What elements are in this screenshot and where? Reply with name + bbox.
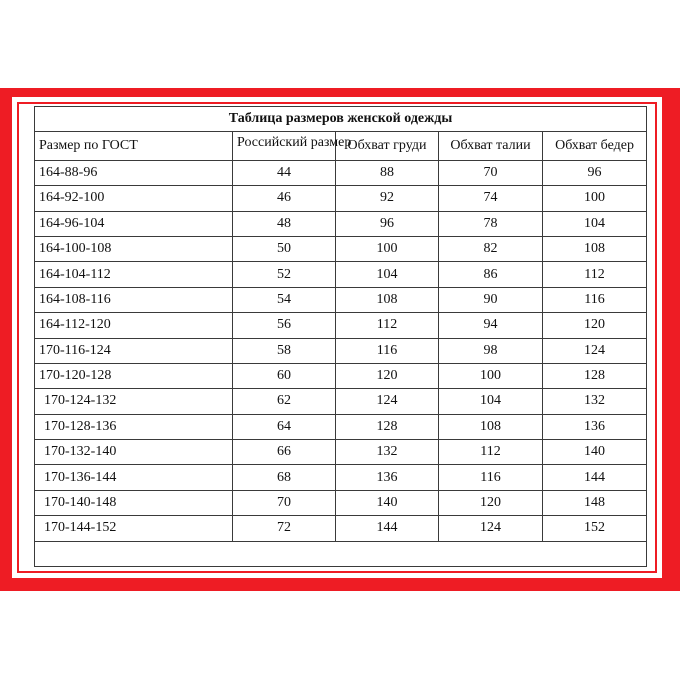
size-chart-table bbox=[34, 106, 647, 567]
table-row bbox=[35, 236, 647, 261]
gost-size-cell: 164-108-116 bbox=[35, 287, 233, 312]
waist-cell: 108 bbox=[439, 414, 543, 439]
bust-cell: 100 bbox=[336, 236, 439, 261]
hips-cell: 104 bbox=[543, 211, 647, 236]
waist-cell: 98 bbox=[439, 338, 543, 363]
title-row bbox=[35, 107, 647, 132]
bust-cell: 112 bbox=[336, 313, 439, 338]
gost-size-cell: 164-100-108 bbox=[35, 236, 233, 261]
russian-size-cell: 56 bbox=[233, 313, 336, 338]
table-row bbox=[35, 490, 647, 515]
hips-cell: 120 bbox=[543, 313, 647, 338]
hips-cell: 96 bbox=[543, 160, 647, 185]
hips-cell: 152 bbox=[543, 516, 647, 541]
bust-cell: 104 bbox=[336, 262, 439, 287]
gost-size-cell: 170-144-152 bbox=[35, 516, 233, 541]
gost-size-cell: 170-132-140 bbox=[35, 440, 233, 465]
hips-cell: 140 bbox=[543, 440, 647, 465]
russian-size-cell: 54 bbox=[233, 287, 336, 312]
russian-size-cell: 62 bbox=[233, 389, 336, 414]
russian-size-cell: 72 bbox=[233, 516, 336, 541]
waist-cell: 112 bbox=[439, 440, 543, 465]
russian-size-cell: 46 bbox=[233, 186, 336, 211]
table-row bbox=[35, 211, 647, 236]
header-gost-size: Размер по ГОСТ bbox=[35, 132, 233, 160]
bust-cell: 120 bbox=[336, 363, 439, 388]
hips-cell: 132 bbox=[543, 389, 647, 414]
header-hips: Обхват бедер bbox=[543, 132, 647, 160]
bust-cell: 128 bbox=[336, 414, 439, 439]
waist-cell: 78 bbox=[439, 211, 543, 236]
bust-cell: 136 bbox=[336, 465, 439, 490]
bust-cell: 140 bbox=[336, 490, 439, 515]
gost-size-cell: 170-120-128 bbox=[35, 363, 233, 388]
table-row bbox=[35, 465, 647, 490]
header-waist: Обхват талии bbox=[439, 132, 543, 160]
russian-size-cell: 52 bbox=[233, 262, 336, 287]
gost-size-cell: 170-116-124 bbox=[35, 338, 233, 363]
waist-cell: 104 bbox=[439, 389, 543, 414]
bust-cell: 108 bbox=[336, 287, 439, 312]
table-row bbox=[35, 516, 647, 541]
table-row bbox=[35, 414, 647, 439]
table-row bbox=[35, 262, 647, 287]
gost-size-cell: 164-112-120 bbox=[35, 313, 233, 338]
waist-cell: 124 bbox=[439, 516, 543, 541]
gost-size-cell: 170-140-148 bbox=[35, 490, 233, 515]
table-row bbox=[35, 186, 647, 211]
russian-size-cell: 58 bbox=[233, 338, 336, 363]
waist-cell: 94 bbox=[439, 313, 543, 338]
size-chart-body bbox=[35, 107, 647, 567]
bust-cell: 88 bbox=[336, 160, 439, 185]
gost-size-cell: 170-136-144 bbox=[35, 465, 233, 490]
hips-cell: 100 bbox=[543, 186, 647, 211]
gost-size-cell: 170-128-136 bbox=[35, 414, 233, 439]
waist-cell: 90 bbox=[439, 287, 543, 312]
waist-cell: 100 bbox=[439, 363, 543, 388]
russian-size-cell: 48 bbox=[233, 211, 336, 236]
table-row bbox=[35, 440, 647, 465]
hips-cell: 116 bbox=[543, 287, 647, 312]
header-bust: Обхват груди bbox=[336, 132, 439, 160]
bust-cell: 132 bbox=[336, 440, 439, 465]
bust-cell: 116 bbox=[336, 338, 439, 363]
empty-cell bbox=[35, 541, 647, 566]
waist-cell: 116 bbox=[439, 465, 543, 490]
hips-cell: 144 bbox=[543, 465, 647, 490]
header-russian-size: Российский размер bbox=[233, 132, 336, 160]
gost-size-cell: 164-88-96 bbox=[35, 160, 233, 185]
bust-cell: 96 bbox=[336, 211, 439, 236]
russian-size-cell: 60 bbox=[233, 363, 336, 388]
bust-cell: 92 bbox=[336, 186, 439, 211]
table-title: Таблица размеров женской одежды bbox=[35, 107, 647, 132]
russian-size-cell: 68 bbox=[233, 465, 336, 490]
bust-cell: 124 bbox=[336, 389, 439, 414]
table-row bbox=[35, 287, 647, 312]
waist-cell: 120 bbox=[439, 490, 543, 515]
gost-size-cell: 164-92-100 bbox=[35, 186, 233, 211]
hips-cell: 128 bbox=[543, 363, 647, 388]
waist-cell: 70 bbox=[439, 160, 543, 185]
hips-cell: 112 bbox=[543, 262, 647, 287]
table-row bbox=[35, 160, 647, 185]
hips-cell: 108 bbox=[543, 236, 647, 261]
table-row bbox=[35, 313, 647, 338]
table-row bbox=[35, 389, 647, 414]
gost-size-cell: 164-104-112 bbox=[35, 262, 233, 287]
gost-size-cell: 170-124-132 bbox=[35, 389, 233, 414]
hips-cell: 124 bbox=[543, 338, 647, 363]
russian-size-cell: 70 bbox=[233, 490, 336, 515]
hips-cell: 148 bbox=[543, 490, 647, 515]
russian-size-cell: 44 bbox=[233, 160, 336, 185]
hips-cell: 136 bbox=[543, 414, 647, 439]
gost-size-cell: 164-96-104 bbox=[35, 211, 233, 236]
russian-size-cell: 50 bbox=[233, 236, 336, 261]
table-row bbox=[35, 363, 647, 388]
bust-cell: 144 bbox=[336, 516, 439, 541]
waist-cell: 74 bbox=[439, 186, 543, 211]
waist-cell: 86 bbox=[439, 262, 543, 287]
russian-size-cell: 66 bbox=[233, 440, 336, 465]
russian-size-cell: 64 bbox=[233, 414, 336, 439]
empty-row bbox=[35, 541, 647, 566]
waist-cell: 82 bbox=[439, 236, 543, 261]
table-row bbox=[35, 338, 647, 363]
header-row bbox=[35, 132, 647, 160]
